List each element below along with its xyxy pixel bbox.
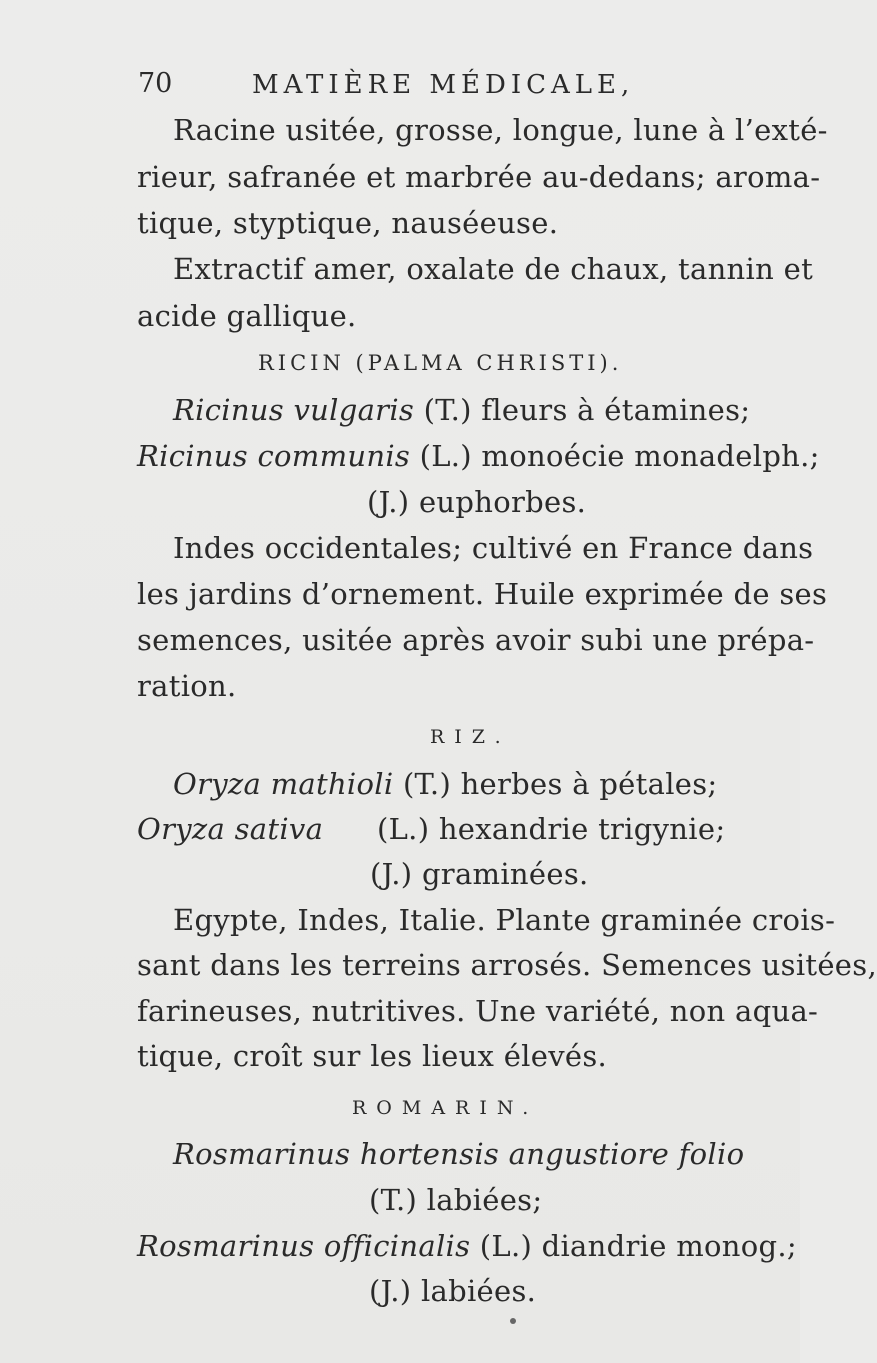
- romarin-latin-name-1: Rosmarinus hortensis angustiore folio: [173, 1137, 745, 1171]
- ricin-desc-4: ration.: [137, 669, 237, 703]
- riz-latin-name-1: Oryza mathioli: [173, 767, 394, 801]
- section-heading-ricin: RICIN (PALMA CHRISTI).: [258, 351, 623, 375]
- romarin-classification-2: (L.) diandrie monog.;: [470, 1229, 797, 1263]
- intro-line-4: Extractif amer, oxalate de chaux, tannin et: [173, 252, 814, 286]
- ricin-classification-1: (T.) fleurs à étamines;: [414, 393, 751, 427]
- riz-desc-2: sant dans les terreins arrosés. Semences usitées,: [137, 948, 877, 982]
- riz-desc-3: farineuses, nutritives. Une variété, non aqua-: [137, 994, 819, 1028]
- intro-line-2: rieur, safranée et marbrée au-dedans; aroma-: [137, 160, 821, 194]
- riz-classification-1: (T.) herbes à pétales;: [393, 767, 718, 801]
- ink-speck: [510, 1318, 516, 1324]
- ricin-synonym-1: [173, 392, 750, 428]
- riz-desc-4: tique, croît sur les lieux élevés.: [137, 1039, 608, 1073]
- intro-line-5: acide gallique.: [137, 299, 357, 333]
- riz-desc-1: Egypte, Indes, Italie. Plante graminée crois-: [173, 903, 836, 937]
- romarin-synonym-2: [137, 1228, 797, 1264]
- ricin-classification-2: (L.) monoécie monadelph.;: [410, 439, 820, 473]
- riz-synonym-2: [137, 811, 725, 847]
- romarin-classification-1: (T.) labiées;: [369, 1183, 543, 1217]
- riz-synonym-1: [173, 766, 717, 802]
- romarin-family: (J.) labiées.: [369, 1274, 537, 1308]
- section-heading-romarin: ROMARIN.: [352, 1097, 539, 1119]
- ricin-latin-name-2: Ricinus communis: [137, 439, 411, 473]
- riz-latin-name-2: Oryza sativa: [137, 812, 324, 846]
- ricin-synonym-2: [137, 438, 820, 474]
- ricin-desc-2: les jardins d’ornement. Huile exprimée de ses: [137, 577, 828, 611]
- ricin-latin-name-1: Ricinus vulgaris: [173, 393, 415, 427]
- romarin-latin-name-2: Rosmarinus officinalis: [137, 1229, 471, 1263]
- ricin-desc-1: Indes occidentales; cultivé en France dans: [173, 531, 814, 565]
- page-number: 70: [138, 68, 173, 99]
- riz-classification-2: (L.) hexandrie trigynie;: [377, 812, 726, 846]
- running-title: MATIÈRE MÉDICALE,: [252, 70, 635, 100]
- ricin-family: (J.) euphorbes.: [367, 485, 587, 519]
- intro-line-3: tique, styptique, nauséeuse.: [137, 206, 559, 240]
- intro-line-1: Racine usitée, grosse, longue, lune à l’exté-: [173, 113, 828, 147]
- section-heading-riz: RIZ.: [430, 726, 511, 748]
- ricin-desc-3: semences, usitée après avoir subi une prépa-: [137, 623, 815, 657]
- riz-family: (J.) graminées.: [370, 857, 589, 891]
